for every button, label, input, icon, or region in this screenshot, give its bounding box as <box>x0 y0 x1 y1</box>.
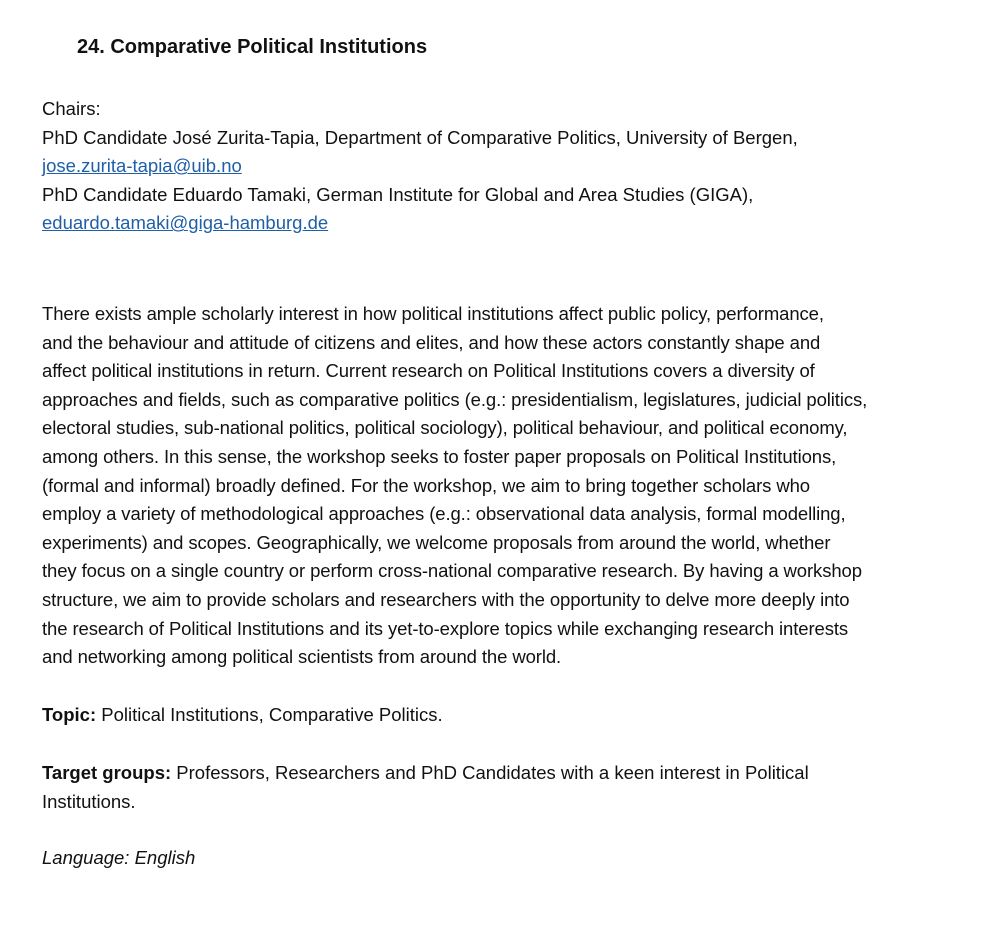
target-groups-value: Professors, Researchers and PhD Candidates with a keen interest in Political <box>171 762 809 783</box>
language-line: Language: English <box>42 847 196 868</box>
description-line: structure, we aim to provide scholars and researchers with the opportunity to delve more deeply into <box>42 588 850 610</box>
chair-1-affiliation: PhD Candidate José Zurita-Tapia, Department of Comparative Politics, University of Bergen, <box>42 126 798 148</box>
topic-line <box>42 701 952 730</box>
description-line: and networking among political scientists from around the world. <box>42 646 562 668</box>
description-line: among others. In this sense, the workshop seeks to foster paper proposals on Political Institutions, <box>42 445 837 467</box>
chairs-label: Chairs: <box>42 98 101 119</box>
description-line: approaches and fields, such as comparative politics (e.g.: presidentialism, legislatures, judicial politics, <box>42 388 868 410</box>
chairs-block <box>42 95 952 238</box>
description-line: affect political institutions in return. Current research on Political Institutions covers a diversity of <box>42 360 815 382</box>
description-line: and the behaviour and attitude of citizens and elites, and how these actors constantly shape and <box>42 331 821 353</box>
description-line: electoral studies, sub-national politics, political sociology), political behaviour, and political economy, <box>42 417 848 439</box>
target-groups-label: Target groups: <box>42 762 172 783</box>
chair-1-email-link[interactable]: jose.zurita-tapia@uib.no <box>42 155 242 177</box>
description-line: There exists ample scholarly interest in how political institutions affect public policy, performance, <box>42 303 824 324</box>
description-paragraph <box>42 300 952 672</box>
topic-value: Political Institutions, Comparative Politics. <box>96 704 443 725</box>
description-line: the research of Political Institutions and its yet-to-explore topics while exchanging research interests <box>42 617 849 639</box>
topic-label: Topic: <box>42 704 97 725</box>
chair-2-email-link[interactable]: eduardo.tamaki@giga-hamburg.de <box>42 212 329 234</box>
section-heading: 24. Comparative Political Institutions <box>77 36 428 58</box>
chair-2-affiliation: PhD Candidate Eduardo Tamaki, German Institute for Global and Area Studies (GIGA), <box>42 183 754 205</box>
description-line: (formal and informal) broadly defined. For the workshop, we aim to bring together scholars who <box>42 474 810 496</box>
description-line: employ a variety of methodological approaches (e.g.: observational data analysis, formal modelling, <box>42 503 846 525</box>
description-line: experiments) and scopes. Geographically, we welcome proposals from around the world, whether <box>42 531 831 553</box>
target-groups-block <box>42 759 952 816</box>
description-line: they focus on a single country or perform cross-national comparative research. By having a workshop <box>42 560 862 582</box>
target-groups-value-cont: Institutions. <box>42 790 136 812</box>
